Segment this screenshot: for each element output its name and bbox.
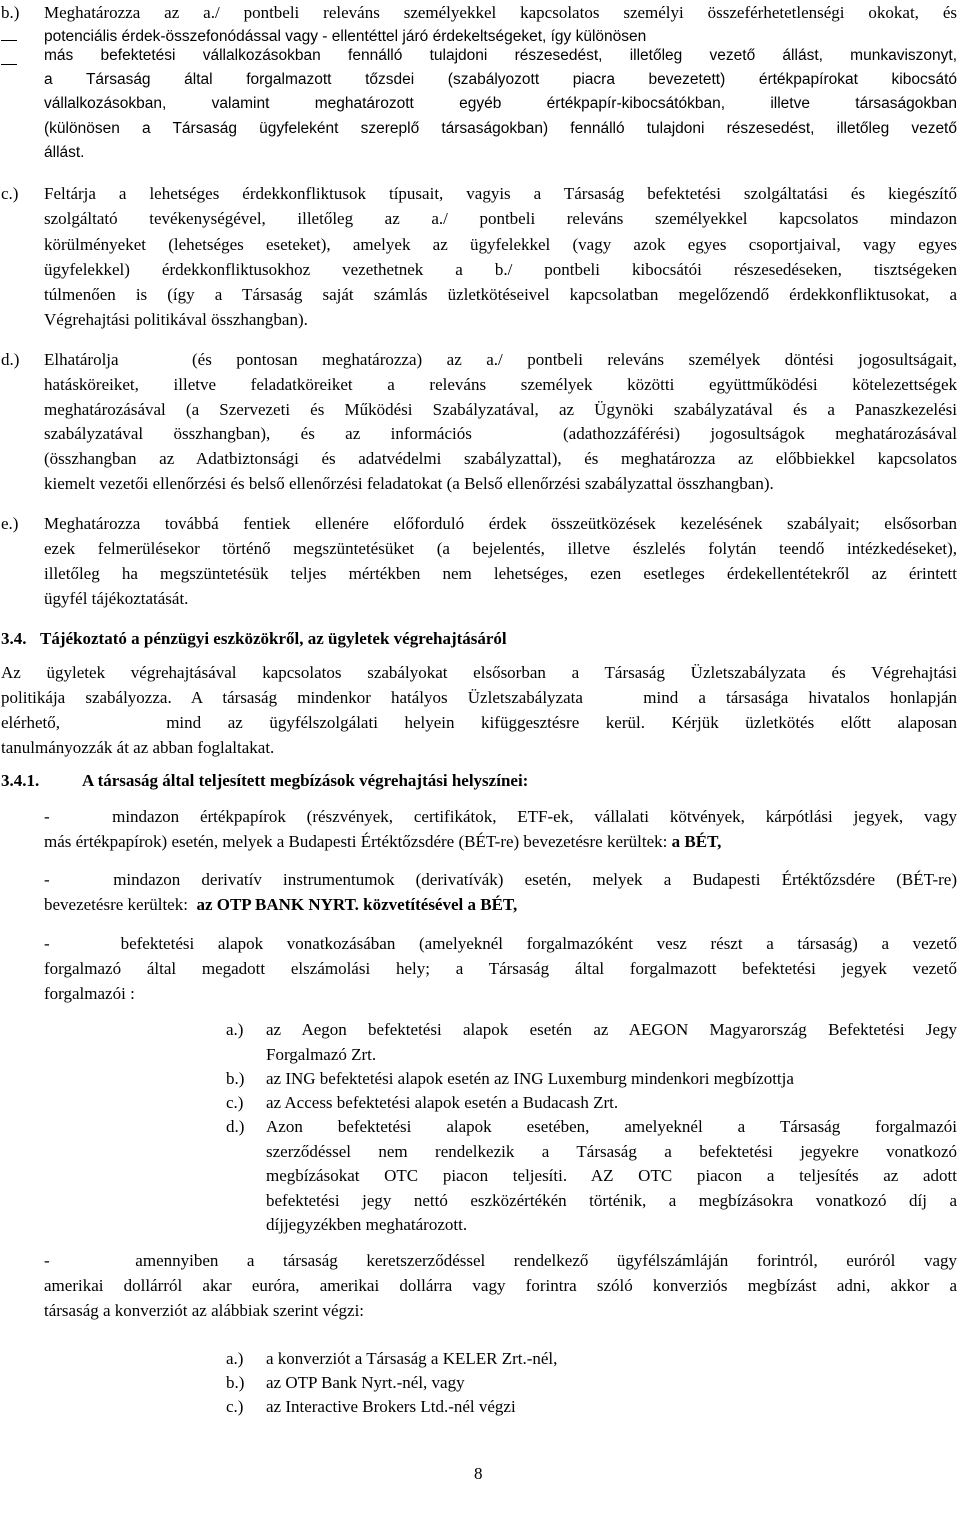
fund-a-line: az Aegon befektetési alapok esetén az AEGON Magyarország Befektetési Jegy [266,1020,957,1039]
para-c-line: Feltárja a lehetséges érdekkonfliktusok típusait, vagyis a Társaság befektetési szolgáltatási és kiegészítő [44,184,957,203]
para-c-line: szolgáltató tevékenységével, illetőleg az a./ pontbeli releváns személyekkel kapcsolatos mindazon [44,209,957,228]
venue-2-line [44,896,517,913]
conversion-c-text: az Interactive Brokers Ltd.-nél végzi [266,1397,516,1416]
section-3-4-number: 3.4. [1,629,27,648]
fund-c-marker: c.) [226,1093,244,1112]
conversion-c-marker: c.) [226,1397,244,1416]
conversion-a-marker: a.) [226,1349,244,1368]
para-b-bullet-1: más befektetési vállalkozásokban fennálló tulajdoni részesedést, illetőleg vezető állást, munkaviszonyt, [44,47,957,64]
fund-d-line: díjjegyzékben meghatározott. [266,1215,468,1234]
para-c-line: túlmenően is (így a Társaság saját számlás üzletkötéseivel kapcsolatban megelőzendő érdekkonfliktusokat, a [44,285,957,304]
fund-d-line: befektetési jegy nettó eszközértékén történik, a megbízásokra vonatkozó díj a [266,1191,957,1210]
section-3-4-line: tanulmányozzák át az abban foglaltakat. [1,738,275,757]
fund-d-line: megbízásokat OTC piacon teljesíti. AZ OTC piacon a teljesítés az adott [266,1166,957,1185]
para-c-line: ügyfelekkel) érdekkonfliktusokhoz vezethetnek a b./ pontbeli kibocsátói részesedéseken, tisztségeken [44,260,957,279]
fund-a-line: Forgalmazó Zrt. [266,1045,377,1064]
para-e-marker: e.) [1,514,19,533]
fund-d-line: Azon befektetési alapok esetében, amelyeknél a Társaság forgalmazói [266,1117,957,1136]
para-d-line: (összhangban az Adatbiztonsági és adatvédelmi szabályzattal), és meghatározza az előbbiekkel kapcsolatos [44,449,957,468]
conversion-a-text: a konverziót a Társaság a KELER Zrt.-nél, [266,1349,558,1368]
venue-3-line: forgalmazó által megadott elszámolási hely; a Társaság által forgalmazott befektetési jegyek vezető [44,959,957,978]
para-e-line: ezek felmerülésekor történő megszüntetésüket (a bejelentés, illetve észlelés folytán teendő intézkedéseket), [44,539,957,558]
para-b-bullet-2-line: vállalkozásokban, valamint meghatározott egyéb értékpapír-kibocsátókban, illetve társaságokban [44,95,957,112]
para-d-line: hatásköreiket, illetve feladatköreiket a releváns személyek közötti együttműködési kötelezettségek [44,375,957,394]
para-b-bullet-2-line: a Társaság által forgalmazott tőzsdei (szabályozott piacra bevezetett) értékpapírokat kibocsátó [44,71,957,88]
page-number: 8 [474,1464,483,1483]
conversion-b-text: az OTP Bank Nyrt.-nél, vagy [266,1373,465,1392]
para-d-line: Elhatárolja (és pontosan meghatározza) az a./ pontbeli releváns személyek döntési jogosultságait, [44,350,957,369]
venue-1-text: más értékpapírok) esetén, melyek a Budapesti Értéktőzsdére (BÉT-re) bevezetésre kerültek: [44,832,672,851]
para-b-bullet-2-line: állást. [44,144,85,161]
section-3-4-1-number: 3.4.1. [1,771,40,790]
venue-4-line: - amennyiben a társaság keretszerződéssel rendelkező ügyfélszámláján forintról, euróról vagy [44,1251,957,1270]
fund-d-line: szerződéssel nem rendelkezik a Társaság a befektetési jegyekre vonatkozó [266,1142,957,1161]
fund-d-marker: d.) [226,1117,245,1136]
venue-4-line: amerikai dollárról akar euróra, amerikai dollárra vagy forintra szóló konverziós megbízást adni, akkor a [44,1276,957,1295]
para-b-line-1: Meghatározza az a./ pontbeli releváns személyekkel kapcsolatos személyi összeférhetetlenségi okokat, és [44,3,957,22]
bullet-dash [1,64,17,65]
venue-1-line [44,833,721,850]
para-d-line: meghatározásával (a Szervezeti és Működési Szabályzatával, az Ügynöki szabályzatával és a Panaszkezelési [44,400,957,419]
conversion-b-marker: b.) [226,1373,245,1392]
section-3-4-line: politikája szabályozza. A társaság mindenkor hatályos Üzletszabályzata mind a társasága hivatalos honlapján [1,688,957,707]
para-d-line: kiemelt vezetői ellenőrzési és belső ellenőrzési feladatokat (a Belső ellenőrzési szabályzattal összhangban). [44,474,774,493]
para-b-marker: b.) [1,3,20,22]
bullet-dash [1,40,17,41]
fund-c-line: az Access befektetési alapok esetén a Budacash Zrt. [266,1093,619,1112]
para-e-line: illetőleg ha megszüntetésük teljes mértékben nem lehetséges, ezen esetleges érdekellentétekről az érintett [44,564,957,583]
fund-a-marker: a.) [226,1020,244,1039]
section-3-4-1-title: A társaság által teljesített megbízások végrehajtási helyszínei: [82,771,529,790]
fund-b-marker: b.) [226,1069,245,1088]
section-3-4-line: Az ügyletek végrehajtásával kapcsolatos szabályokat elsősorban a Társaság Üzletszabályzata és Végrehajtási [1,663,957,682]
para-c-line: körülményeket (lehetséges eseteket), amelyek az ügyfelekkel (vagy azok egyes csoportjaival, vagy egyes [44,235,957,254]
para-e-line: Meghatározza továbbá fentiek ellenére előforduló érdek összeütközések kezelésének szabályait; elsősorban [44,514,957,533]
venue-2-text: bevezetésre kerültek: [44,895,197,914]
venue-1-bold: a BÉT, [671,832,722,851]
venue-3-line: - befektetési alapok vonatkozásában (amelyeknél forgalmazóként vesz részt a társaság) a vezető [44,934,957,953]
para-e-line: ügyfél tájékoztatását. [44,589,189,608]
venue-2-bold: az OTP BANK NYRT. közvetítésével a BÉT, [196,895,518,914]
para-b-line-2: potenciális érdek-összefonódással vagy - ellentéttel járó érdekeltségeket, így különösen [44,28,647,45]
para-c-marker: c.) [1,184,19,203]
section-3-4-title: Tájékoztató a pénzügyi eszközökről, az ügyletek végrehajtásáról [40,629,507,648]
fund-b-line: az ING befektetési alapok esetén az ING Luxemburg mindenkori megbízottja [266,1069,794,1088]
venue-1-line: - mindazon értékpapírok (részvények, certifikátok, ETF-ek, vállalati kötvények, kárpótlási jegyek, vagy [44,807,957,826]
venue-4-line: társaság a konverziót az alábbiak szerint végzi: [44,1301,365,1320]
para-d-line: szabályzatával összhangban), és az információs (adathozzáférési) jogosultságok meghatározásával [44,424,957,443]
section-3-4-line: elérhető, mind az ügyfélszolgálati helyein kifüggesztésre kerül. Kérjük üzletkötés előtt alaposan [1,713,957,732]
venue-3-line: forgalmazói : [44,984,135,1003]
venue-2-line: - mindazon derivatív instrumentumok (derivatívák) esetén, melyek a Budapesti Értéktőzsdére (BÉT-re) [44,870,957,889]
para-d-marker: d.) [1,350,20,369]
para-b-bullet-2-line: (különösen a Társaság ügyfeleként szereplő társaságokban) fennálló tulajdoni részesedést, illetőleg vezető [44,120,957,137]
para-c-line: Végrehajtási politikával összhangban). [44,310,308,329]
